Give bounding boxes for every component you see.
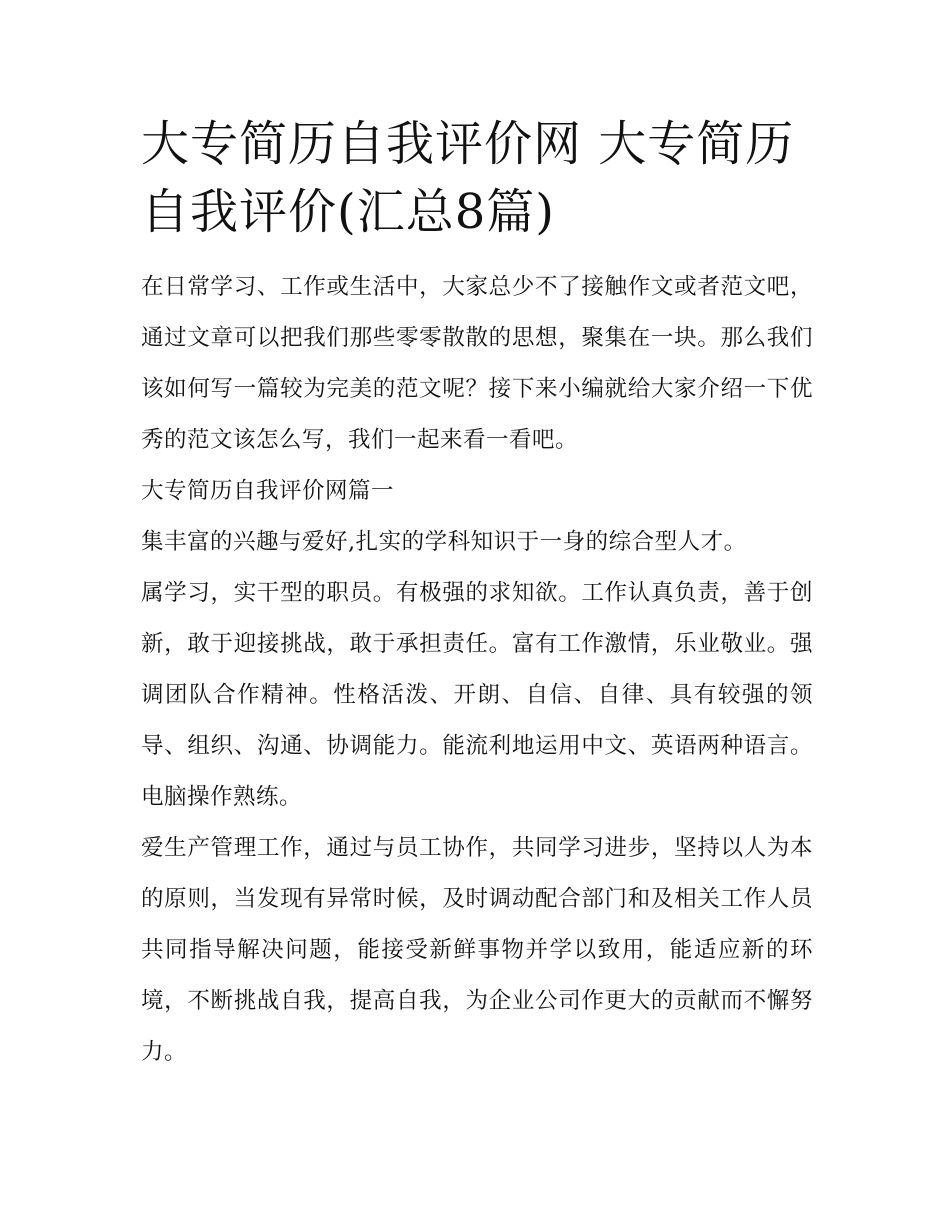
section-heading: 大专简历自我评价网篇一 bbox=[141, 478, 395, 504]
document-page bbox=[141, 110, 813, 1078]
body-paragraph-2: 属学习，实干型的职员。有极强的求知欲。工作认真负责，善于创新，敢于迎接挑战，敢于承担责任。富有工作激情，乐业敬业。强调团队合作精神。性格活泼、开朗、自信、自律、具有较强的领导、组织、沟通、协调能力。能流利地运用中文、英语两种语言。电脑操作熟练。 bbox=[141, 580, 813, 810]
document-body bbox=[141, 262, 813, 1078]
intro-paragraph: 在日常学习、工作或生活中，大家总少不了接触作文或者范文吧，通过文章可以把我们那些零零散散的思想，聚集在一块。那么我们该如何写一篇较为完美的范文呢？接下来小编就给大家介绍一下优秀的范文该怎么写，我们一起来看一看吧。 bbox=[141, 274, 813, 453]
body-paragraph-3: 爱生产管理工作，通过与员工协作，共同学习进步，坚持以人为本的原则，当发现有异常时候，及时调动配合部门和及相关工作人员共同指导解决问题，能接受新鲜事物并学以致用，能适应新的环境，不断挑战自我，提高自我，为企业公司作更大的贡献而不懈努力。 bbox=[141, 835, 813, 1065]
body-paragraph-1: 集丰富的兴趣与爱好,扎实的学科知识于一身的综合型人才。 bbox=[141, 529, 747, 555]
document-title: 大专简历自我评价网 大专简历自我评价(汇总8篇) bbox=[141, 116, 795, 240]
